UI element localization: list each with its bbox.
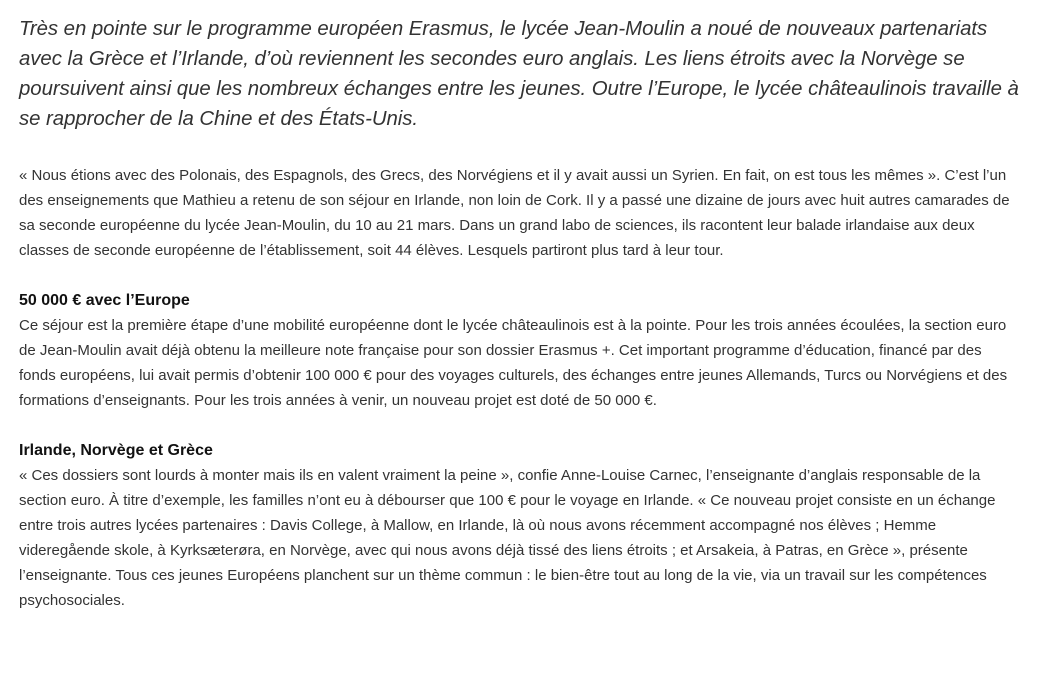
article-lead: Très en pointe sur le programme européen Erasmus, le lycée Jean-Moulin a noué de nouveaux partenariats avec la Grèce et l’Irlande, d’où reviennent les secondes euro anglais. Les liens étroits avec la Norvège se poursuivent ainsi que les nombreux échanges entre les jeunes. Outre l’Europe, le lycée châteaulinois travaille à se rapprocher de la Chine et des États-Unis. [19, 18, 1019, 130]
section-heading: 50 000 € avec l’Europe [19, 292, 190, 309]
article-body [19, 0, 1019, 613]
section-heading: Irlande, Norvège et Grèce [19, 442, 213, 459]
article-paragraph: « Ces dossiers sont lourds à monter mais ils en valent vraiment la peine », confie Anne-Louise Carnec, l’enseignante d’anglais responsable de la section euro. À titre d’exemple, les familles n’ont eu à débourser que 100 € pour le voyage en Irlande. « Ce nouveau projet consiste en un échange entre trois autres lycées partenaires : Davis College, à Mallow, en Irlande, là où nous avons récemment accompagné nos élèves ; Hemme videregående skole, à Kyrksæterøra, en Norvège, avec qui nous avons déjà tissé des liens étroits ; et Arsakeia, à Patras, en Grèce », présente l’enseignante. Tous ces jeunes Européens planchent sur un thème commun : le bien-être tout au long de la vie, via un travail sur les compétences psychosociales. [19, 467, 996, 609]
article-paragraph: « Nous étions avec des Polonais, des Espagnols, des Grecs, des Norvégiens et il y avait aussi un Syrien. En fait, on est tous les mêmes ». C’est l’un des enseignements que Mathieu a retenu de son séjour en Irlande, non loin de Cork. Il y a passé une dizaine de jours avec huit autres camarades de sa seconde européenne du lycée Jean-Moulin, du 10 au 21 mars. Dans un grand labo de sciences, ils racontent leur balade irlandaise aux deux classes de seconde européenne de l’établissement, soit 44 élèves. Lesquels partiront plus tard à leur tour. [19, 167, 1010, 259]
article-paragraph: Ce séjour est la première étape d’une mobilité européenne dont le lycée châteaulinois est à la pointe. Pour les trois années écoulées, la section euro de Jean-Moulin avait déjà obtenu la meilleure note française pour son dossier Erasmus +. Cet important programme d’éducation, financé par des fonds européens, lui avait permis d’obtenir 100 000 € pour des voyages culturels, des échanges entre jeunes Allemands, Turcs ou Norvégiens et des formations d’enseignants. Pour les trois années à venir, un nouveau projet est doté de 50 000 €. [19, 317, 1008, 409]
